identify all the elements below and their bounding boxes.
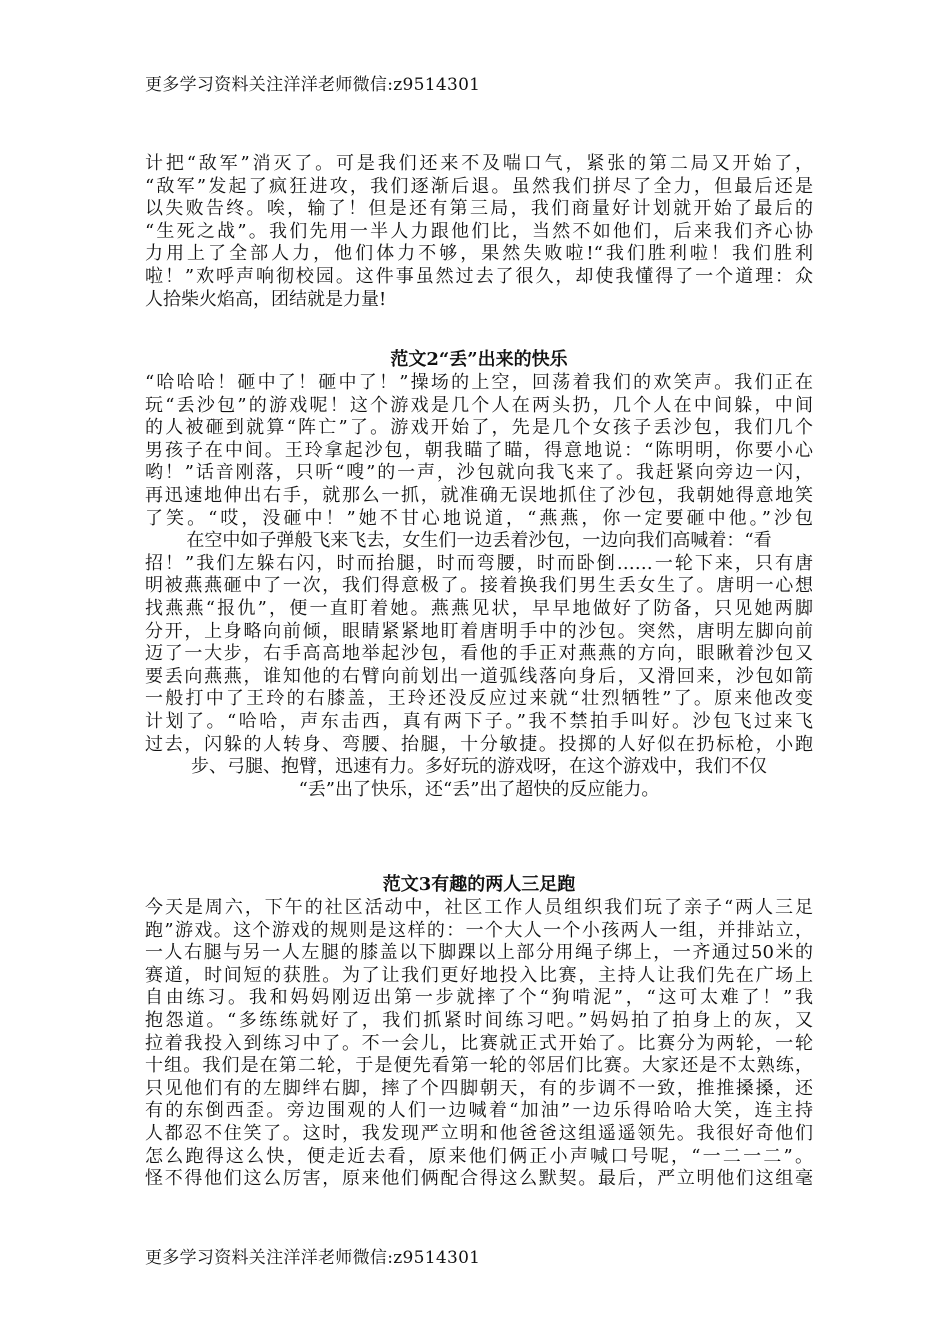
page-footer: 更多学习资料关注洋洋老师微信:z9514301 — [145, 1248, 481, 1268]
text-line: 人都忍不住笑了。这时，我发现严立明和他爸爸这组遥遥领先。我很好奇他们 — [145, 1122, 813, 1144]
text-line: 啦！”欢呼声响彻校园。这件事虽然过去了很久，却使我懂得了一个道理：众 — [145, 265, 813, 287]
text-line: 招！”我们左躲右闪，时而抬腿，时而弯腰，时而卧倒……一轮下来，只有唐 — [145, 552, 813, 574]
text-line: 玩“丢沙包”的游戏呢！这个游戏是几个人在两头扔，几个人在中间躲，中间 — [145, 394, 813, 416]
text-line: 十组。我们是在第二轮，于是便先看第一轮的邻居们比赛。大家还是不太熟练， — [145, 1055, 813, 1077]
text-line: 的人被砸到就算“阵亡”了。游戏开始了，先是几个女孩子丢沙包，我们几个 — [145, 417, 813, 439]
text-line: “丢”出了快乐，还“丢”出了超快的反应能力。 — [298, 778, 660, 800]
text-line: 分开，上身略向前倾，眼睛紧紧地盯着唐明手中的沙包。突然，唐明左脚向前 — [145, 620, 813, 642]
text-line: 步、弓腿、抱臂，迅速有力。多好玩的游戏呀，在这个游戏中，我们不仅 — [191, 756, 767, 778]
text-line: 找燕燕“报仇”，便一直盯着她。燕燕见状，早早地做好了防备，只见她两脚 — [145, 597, 813, 619]
text-line: “敌军”发起了疯狂进攻，我们逐渐后退。虽然我们拼尽了全力，但最后还是 — [145, 175, 813, 197]
text-line: “生死之战”。我们先用一半人力跟他们比，当然不如他们，后来我们齐心协 — [145, 220, 813, 242]
text-line: 怎么跑得这么快，便走近去看，原来他们俩正小声喊口号呢，“一二一二”。 — [145, 1145, 813, 1167]
text-line: 人拾柴火焰高，团结就是力量! — [145, 288, 387, 310]
section-title: 范文3有趣的两人三足跑 — [382, 874, 576, 895]
text-line: 要丢向燕燕，谁知他的右臂向前划出一道弧线落向身后，又滑回来，沙包如箭 — [145, 665, 813, 687]
section-2 — [145, 348, 813, 801]
page-header: 更多学习资料关注洋洋老师微信:z9514301 — [145, 75, 481, 95]
text-line: 自由练习。我和妈妈刚迈出第一步就摔了个“狗啃泥”，“这可太难了！”我 — [145, 987, 813, 1009]
text-line: 计把“敌军”消灭了。可是我们还来不及喘口气，紧张的第二局又开始了， — [145, 153, 813, 174]
text-line: 拉着我投入到练习中了。不一会儿，比赛就正式开始了。比赛分为两轮，一轮 — [145, 1032, 813, 1054]
section-1-body — [145, 153, 813, 311]
text-line: 有的东倒西歪。旁边围观的人们一边喊着“加油”一边乐得哈哈大笑，连主持 — [145, 1100, 813, 1122]
text-line: 计划了。“哈哈，声东击西，真有两下子。”我不禁拍手叫好。沙包飞过来飞 — [145, 710, 813, 732]
text-line: 跑”游戏。这个游戏的规则是这样的：一个大人一个小孩两人一组，并排站立， — [145, 919, 813, 941]
text-line: 今天是周六，下午的社区活动中，社区工作人员组织我们玩了亲子“两人三足 — [145, 897, 813, 918]
text-line: 以失败告终。唉，输了！但是还有第三局，我们商量好计划就开始了最后的 — [145, 198, 813, 220]
text-line: 赛道，时间短的获胜。为了让我们更好地投入比赛，主持人让我们先在广场上 — [145, 964, 813, 986]
text-line: 哟！”话音刚落，只听“嗖”的一声，沙包就向我飞来了。我赶紧向旁边一闪， — [145, 462, 813, 484]
text-line: 了笑。“哎，没砸中！”她不甘心地说道，“燕燕，你一定要砸中他。”沙包 — [145, 507, 813, 529]
section-3 — [145, 873, 813, 1191]
section-title: 范文2“丢”出来的快乐 — [390, 349, 568, 370]
text-line: 在空中如子弹般飞来飞去，女生们一边丢着沙包，一边向我们高喊着：“看 — [186, 530, 772, 552]
text-line: 明被燕燕砸中了一次，我们得意极了。接着换我们男生丢女生了。唐明一心想 — [145, 575, 813, 597]
text-line: 一人右腿与另一人左腿的膝盖以下脚踝以上部分用绳子绑上，一齐通过50米的 — [145, 942, 813, 964]
text-line: “哈哈哈！砸中了！砸中了！”操场的上空，回荡着我们的欢笑声。我们正在 — [145, 372, 813, 393]
text-line: 男孩子在中间。王玲拿起沙包，朝我瞄了瞄，得意地说：“陈明明，你要小心 — [145, 439, 813, 461]
text-line: 抱怨道。“多练练就好了，我们抓紧时间练习吧。”妈妈拍了拍身上的灰，又 — [145, 1009, 813, 1031]
text-line: 再迅速地伸出右手，就那么一抓，就准确无误地抓住了沙包，我朝她得意地笑 — [145, 484, 813, 506]
text-line: 过去，闪躲的人转身、弯腰、抬腿，十分敏捷。投掷的人好似在扔标枪，小跑 — [145, 733, 813, 755]
text-line: 只见他们有的左脚绊右脚，摔了个四脚朝天，有的步调不一致，推推搡搡，还 — [145, 1077, 813, 1099]
text-line: 迈了一大步，右手高高地举起沙包，看他的手正对燕燕的方向，眼瞅着沙包又 — [145, 643, 813, 665]
text-line: 一般打中了王玲的右膝盖，王玲还没反应过来就“壮烈牺牲”了。原来他改变 — [145, 688, 813, 710]
text-line: 力用上了全部人力，他们体力不够，果然失败啦!“我们胜利啦！我们胜利 — [145, 243, 813, 265]
text-line: 怪不得他们这么厉害，原来他们俩配合得这么默契。最后，严立明他们这组毫 — [145, 1168, 813, 1190]
